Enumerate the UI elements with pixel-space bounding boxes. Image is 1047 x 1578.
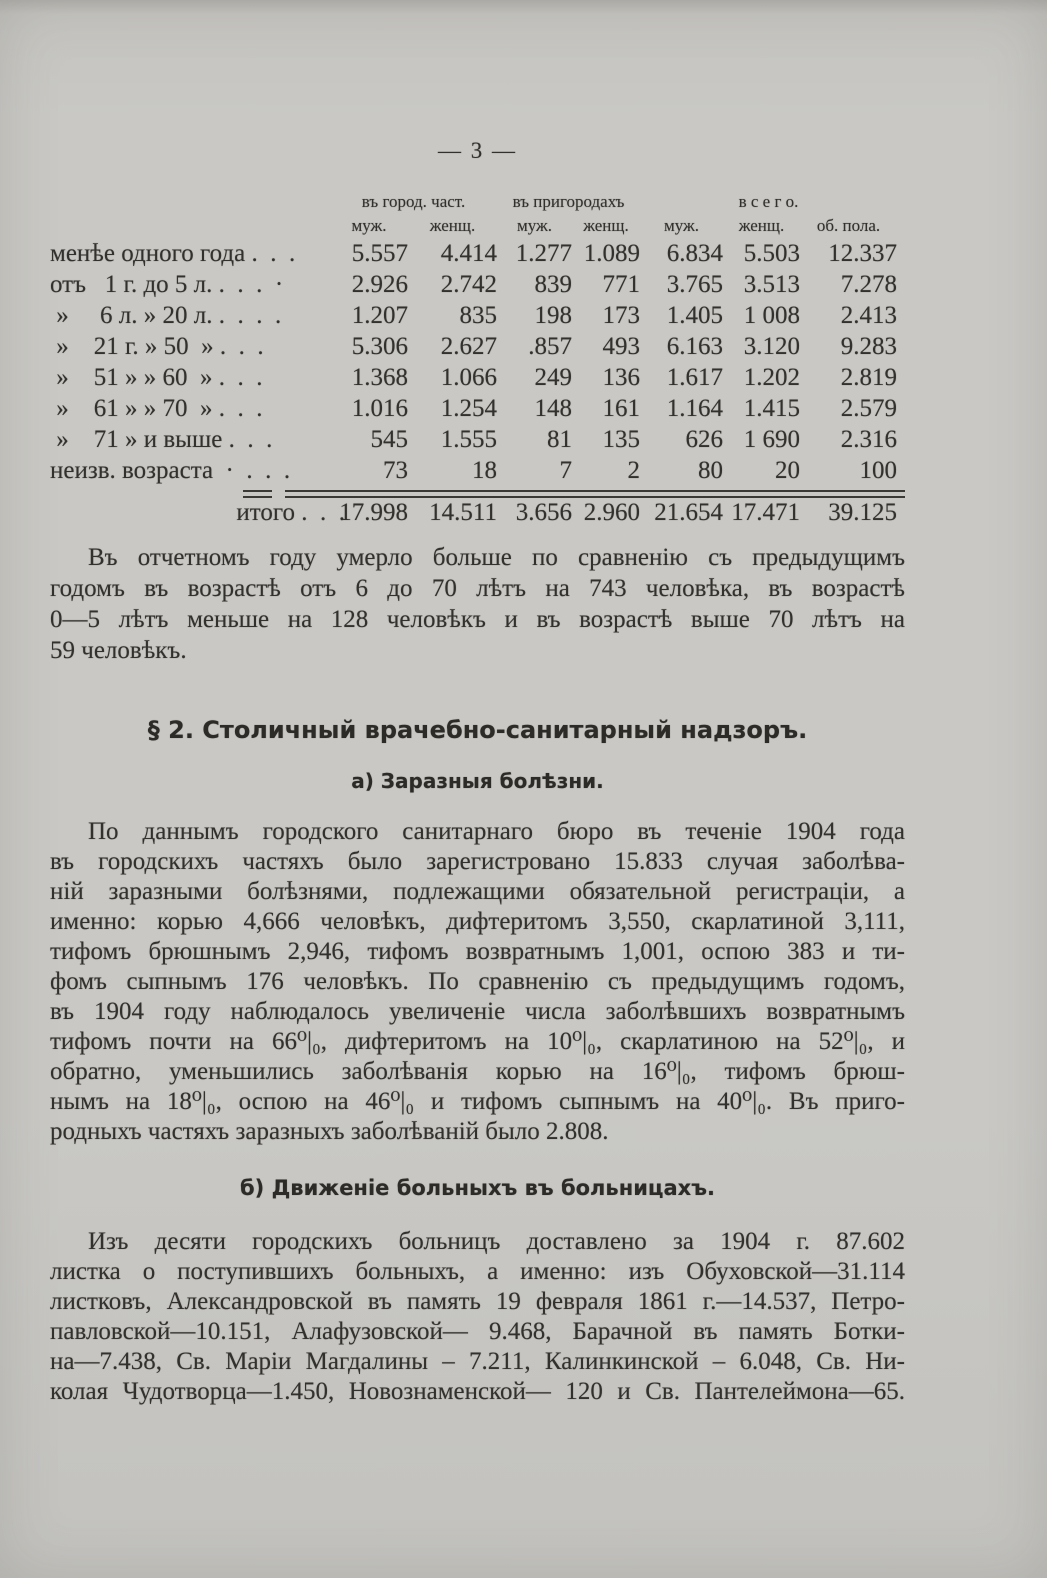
total-rule-line	[285, 490, 905, 498]
cell-value: 1.415	[743, 395, 800, 422]
text-line: именно: корью 4,666 человѣкъ, дифтеритомъ 3,550, скарлатиной 3,111,	[50, 908, 905, 935]
cell-value: 1.555	[440, 426, 497, 453]
text-line: тифомъ почти на 66⁰|₀, дифтеритомъ на 10⁰|₀, скарлатиною на 52⁰|₀, и	[50, 1028, 905, 1055]
row-label: » 6 л. » 20 л. . . . .	[50, 302, 282, 329]
cell-value: 100	[859, 457, 898, 484]
table-row	[50, 333, 897, 364]
text-line: листка о поступившихъ больныхъ, а именно: изъ Обуховской—31.114	[50, 1258, 905, 1285]
col-header: об. пола.	[816, 216, 881, 235]
row-label: » 61 » » 70 » . . .	[50, 395, 263, 422]
cell-value: 2.926	[351, 271, 408, 298]
cell-value: 5.306	[351, 333, 408, 360]
cell-value: 2.579	[840, 395, 898, 422]
cell-value: 249	[534, 364, 572, 391]
cell-value: 2	[627, 457, 640, 484]
empty-cell	[50, 216, 330, 240]
cell-value: 3.513	[743, 271, 800, 298]
cell-value: 136	[602, 364, 640, 391]
cell-value: 1.617	[666, 364, 723, 391]
text-line: Изъ десяти городскихъ больницъ доставлено за 1904 г. 87.602	[88, 1228, 905, 1255]
col-header: муж.	[663, 216, 700, 235]
cell-value: 2.413	[840, 302, 898, 329]
cell-value: 161	[602, 395, 640, 422]
cell-value: 81	[547, 426, 572, 453]
table-row	[50, 426, 897, 457]
cell-value: 1.368	[351, 364, 408, 391]
cell-value: 7.278	[840, 271, 898, 298]
table-row	[50, 271, 897, 302]
total-value: 3.656	[515, 499, 572, 526]
total-value: 2.960	[583, 499, 640, 526]
cell-value: 135	[602, 426, 640, 453]
text-line: Въ отчетномъ году умерло больше по сравненію съ предыдущимъ	[88, 544, 905, 571]
col-header: муж.	[351, 216, 387, 235]
paragraph-hospitals	[50, 1227, 905, 1407]
cell-value: 2.819	[840, 364, 898, 391]
cell-value: 1 690	[743, 426, 800, 453]
row-label: отъ 1 г. до 5 л. . . . ·	[50, 271, 284, 298]
cell-value: .857	[528, 333, 572, 360]
text-line: родныхъ частяхъ заразныхъ заболѣваній было 2.808.	[50, 1118, 609, 1145]
cell-value: 1.254	[440, 395, 497, 422]
cell-value: 148	[534, 395, 572, 422]
text-line: ній заразными болѣзнями, подлежащими обязательной регистраціи, а	[50, 878, 905, 905]
cell-value: 2.316	[840, 426, 898, 453]
col-header: муж.	[516, 216, 553, 235]
table-group-header-row	[50, 192, 897, 216]
total-value: 21.654	[654, 499, 723, 526]
empty-cell	[50, 192, 330, 216]
cell-value: 771	[602, 271, 640, 298]
col-group-city: въ город. част.	[361, 192, 466, 211]
cell-value: 2.627	[440, 333, 497, 360]
cell-value: 545	[370, 426, 408, 453]
text-line: годомъ въ возрастѣ отъ 6 до 70 лѣтъ на 743 человѣка, въ возрастѣ	[50, 575, 905, 602]
cell-value: 9.283	[840, 333, 898, 360]
text-line: По даннымъ городского санитарнаго бюро въ теченіе 1904 года	[88, 818, 905, 845]
page-number: — 3 —	[438, 138, 517, 163]
subsection-b-heading: б) Движеніе больныхъ въ больницахъ.	[240, 1176, 715, 1200]
subsection-a-heading: а) Заразныя болѣзни.	[351, 769, 604, 793]
text-line: въ 1904 году наблюдалось увеличеніе числа заболѣвшихъ возвратнымъ	[50, 998, 905, 1025]
cell-value: 18	[472, 457, 497, 484]
col-header: женщ.	[583, 216, 629, 235]
cell-value: 493	[602, 333, 640, 360]
cell-value: 1.207	[351, 302, 408, 329]
table-row	[50, 240, 897, 271]
section-heading: § 2. Столичный врачебно-санитарный надзоръ.	[147, 716, 808, 744]
total-row	[50, 499, 905, 532]
total-value: 14.511	[429, 499, 497, 526]
cell-value: 1.405	[666, 302, 723, 329]
text-line: на—7.438, Св. Маріи Магдалины – 7.211, Калинкинской – 6.048, Св. Ни-	[50, 1348, 905, 1375]
row-label: менѣе одного года . . .	[50, 240, 296, 267]
row-label: неизв. возраста · . . .	[50, 457, 291, 484]
total-value: 39.125	[828, 499, 897, 526]
text-line: въ городскихъ частяхъ было зарегистровано 15.833 случая заболѣва-	[50, 848, 905, 875]
page-content	[50, 0, 905, 1407]
total-rule-dash	[243, 490, 272, 498]
text-line: 0—5 лѣтъ меньше на 128 человѣкъ и въ возрастѣ выше 70 лѣтъ на	[50, 606, 905, 633]
cell-value: 1.089	[583, 240, 640, 267]
text-line: фомъ сыпнымъ 176 человѣкъ. По сравненію съ предыдущимъ годомъ,	[50, 968, 905, 995]
row-label: » 21 г. » 50 » . . .	[50, 333, 264, 360]
table-column-header-row	[50, 216, 897, 240]
cell-value: 6.163	[666, 333, 723, 360]
text-line: 59 человѣкъ.	[50, 637, 187, 664]
text-line: павловской—10.151, Алафузовской— 9.468, Барачной въ память Ботки-	[50, 1318, 905, 1345]
text-line: листковъ, Александровской въ память 19 февраля 1861 г.—14.537, Петро-	[50, 1288, 905, 1315]
cell-value: 1 008	[743, 302, 800, 329]
cell-value: 198	[534, 302, 572, 329]
cell-value: 5.557	[351, 240, 408, 267]
paragraph-infectious	[50, 817, 905, 1147]
cell-value: 1.066	[440, 364, 497, 391]
col-group-suburbs: въ пригородахъ	[512, 192, 625, 211]
total-value: 17.998	[339, 499, 408, 526]
paragraph-mortality	[50, 542, 905, 666]
col-header: женщ.	[429, 216, 476, 235]
cell-value: 6.834	[666, 240, 723, 267]
table-row	[50, 302, 897, 333]
table-row	[50, 457, 897, 488]
cell-value: 12.337	[828, 240, 898, 267]
table-row	[50, 364, 897, 395]
total-rule	[50, 489, 905, 499]
cell-value: 1.277	[515, 240, 572, 267]
cell-value: 2.742	[440, 271, 497, 298]
cell-value: 1.164	[666, 395, 723, 422]
text-line: обратно, уменьшились заболѣванія корью на 16⁰|₀, тифомъ брюш-	[50, 1058, 905, 1085]
cell-value: 839	[534, 271, 572, 298]
cell-value: 173	[602, 302, 640, 329]
table-row	[50, 395, 897, 426]
cell-value: 626	[685, 426, 723, 453]
cell-value: 3.120	[743, 333, 800, 360]
cell-value: 20	[775, 457, 800, 484]
cell-value: 5.503	[743, 240, 800, 267]
cell-value: 1.016	[351, 395, 408, 422]
total-value: 17.471	[731, 499, 800, 526]
cell-value: 80	[698, 457, 723, 484]
row-label: » 51 » » 60 » . . .	[50, 364, 263, 391]
text-line: колая Чудотворца—1.450, Новознаменской— 120 и Св. Пантелеймона—65.	[50, 1378, 905, 1405]
text-line: нымъ на 18⁰|₀, оспою на 46⁰|₀ и тифомъ сыпнымъ на 40⁰|₀. Въ приго-	[50, 1088, 905, 1115]
col-group-total: в с е г о.	[738, 192, 799, 211]
row-label: » 71 » и выше . . .	[50, 426, 273, 453]
cell-value: 73	[383, 457, 408, 484]
col-header: женщ.	[738, 216, 785, 235]
cell-value: 1.202	[743, 364, 800, 391]
mortality-table	[50, 192, 897, 488]
cell-value: 4.414	[440, 240, 497, 267]
cell-value: 835	[459, 302, 497, 329]
cell-value: 7	[559, 457, 572, 484]
cell-value: 3.765	[666, 271, 723, 298]
text-line: тифомъ брюшнымъ 2,946, тифомъ возвратнымъ 1,001, оспою 383 и ти-	[50, 938, 905, 965]
total-label: итого . . .	[236, 499, 345, 526]
